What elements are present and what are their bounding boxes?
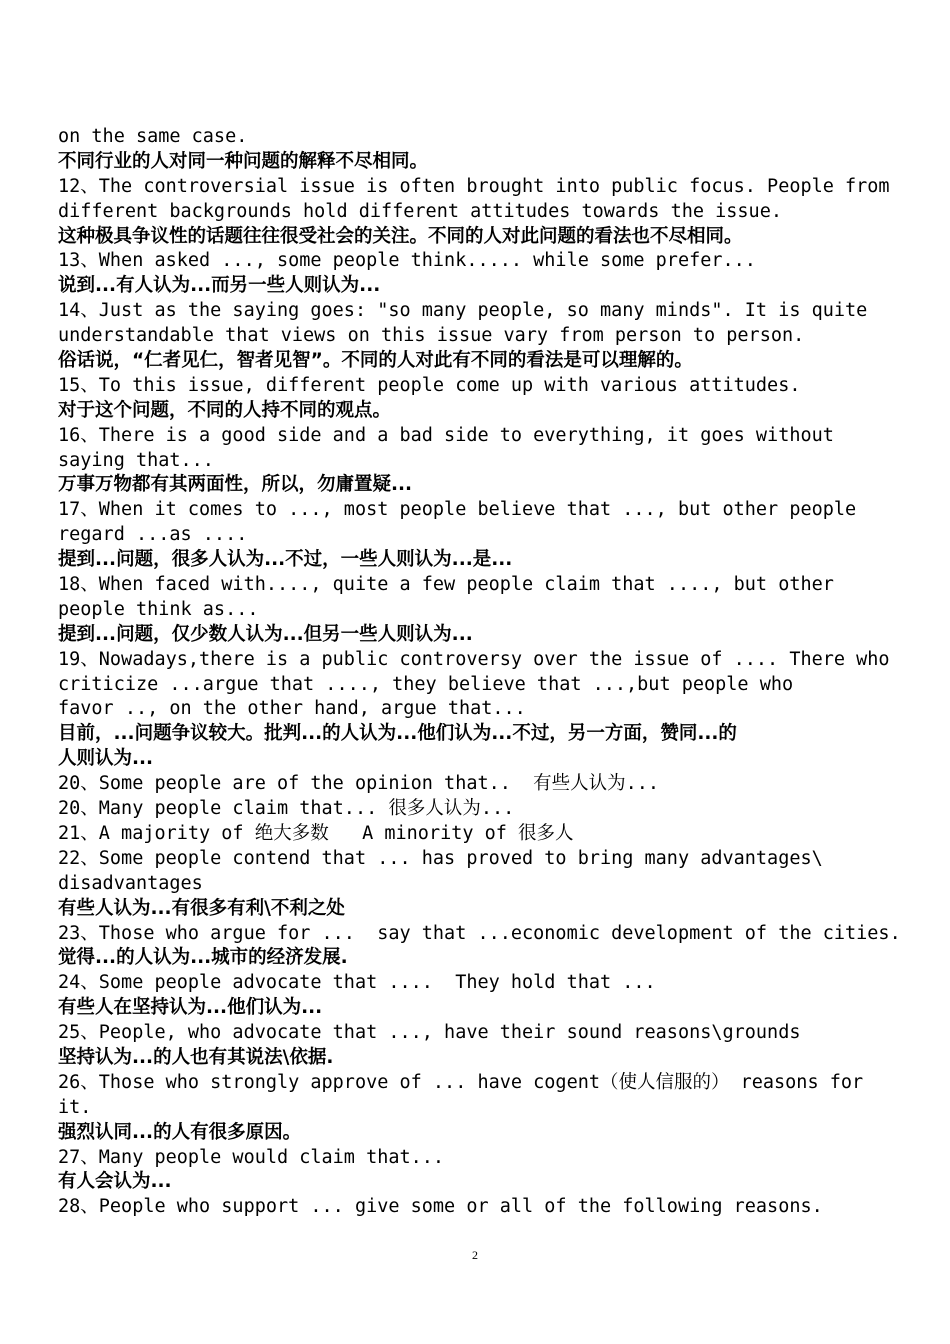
english-text-line: people think as...	[58, 598, 259, 620]
english-text-line: 19、Nowadays,there is a public controversy over the issue of .... There who	[58, 648, 890, 670]
document-body	[58, 125, 901, 1220]
chinese-text-line: 坚持认为...的人也有其说法\依据.	[58, 1046, 334, 1068]
english-text-line: on the same case.	[58, 126, 248, 147]
chinese-text-line: 万事万物都有其两面性，所以，勿庸置疑...	[58, 474, 413, 496]
page-number: 2	[472, 1248, 478, 1262]
chinese-text-line: 有人会认为...	[58, 1171, 172, 1193]
english-text-line: 26、Those who strongly approve of ... have cogent（使人信服的） reasons for	[58, 1071, 864, 1093]
english-text-line: 17、When it comes to ..., most people believe that ..., but other people	[58, 499, 857, 521]
english-text-line: 20、Some people are of the opinion that.. 有些人认为...	[58, 773, 660, 795]
english-text-line: 13、When asked ..., some people think..... while some prefer...	[58, 250, 756, 272]
chinese-text-line: 觉得...的人认为...城市的经济发展.	[58, 947, 348, 969]
chinese-text-line: 人则认为...	[58, 748, 154, 770]
english-text-line: 27、Many people would claim that...	[58, 1146, 445, 1168]
chinese-text-line: 不同行业的人对同一种问题的解释不尽相同。	[58, 150, 429, 172]
english-text-line: understandable that views on this issue vary from person to person.	[58, 325, 805, 347]
chinese-text-line: 提到...问题，很多人认为...不过，一些人则认为...是...	[58, 549, 513, 571]
english-text-line: 12、The controversial issue is often brought into public focus. People from	[58, 175, 890, 197]
english-text-line: 16、There is a good side and a bad side to everything, it goes without	[58, 424, 834, 446]
english-text-line: criticize ...argue that ...., they believe that ...,but people who	[58, 673, 794, 695]
english-text-line: saying that...	[58, 449, 214, 471]
english-text-line: 20、Many people claim that... 很多人认为...	[58, 798, 515, 820]
english-text-line: 24、Some people advocate that .... They hold that ...	[58, 972, 656, 994]
chinese-text-line: 强烈认同...的人有很多原因。	[58, 1121, 302, 1143]
english-text-line: regard ...as ....	[58, 524, 248, 546]
chinese-text-line: 目前，...问题争议较大。批判...的人认为...他们认为...不过，另一方面，赞同...的	[58, 723, 737, 745]
english-text-line: 14、Just as the saying goes: "so many people, so many minds". It is quite	[58, 300, 868, 322]
english-text-line: 15、To this issue, different people come up with various attitudes.	[58, 374, 801, 396]
chinese-text-line: 对于这个问题，不同的人持不同的观点。	[58, 399, 392, 421]
english-text-line: 18、When faced with...., quite a few people claim that ...., but other	[58, 574, 834, 596]
english-text-line: different backgrounds hold different attitudes towards the issue.	[58, 200, 782, 222]
chinese-text-line: 说到...有人认为...而另一些人则认为...	[58, 275, 381, 297]
chinese-text-line: 有些人认为...有很多有利\不利之处	[58, 897, 345, 919]
english-text-line: 28、People who support ... give some or all of the following reasons.	[58, 1196, 823, 1218]
chinese-text-line: 俗话说，“仁者见仁，智者见智”。不同的人对此有不同的看法是可以理解的。	[58, 350, 693, 372]
english-text-line: 23、Those who argue for ... say that ...economic development of the cities.	[58, 922, 901, 944]
english-text-line: favor .., on the other hand, argue that...	[58, 698, 526, 720]
english-text-line: disadvantages	[58, 872, 203, 894]
english-text-line: it.	[58, 1096, 92, 1118]
english-text-line: 21、A majority of 绝大多数 A minority of 很多人	[58, 822, 574, 844]
chinese-text-line: 提到...问题，仅少数人认为...但另一些人则认为...	[58, 623, 473, 645]
chinese-text-line: 有些人在坚持认为...他们认为...	[58, 997, 323, 1019]
english-text-line: 22、Some people contend that ... has proved to bring many advantages\	[58, 847, 823, 869]
english-text-line: 25、People, who advocate that ..., have their sound reasons\grounds	[58, 1022, 801, 1044]
chinese-text-line: 这种极具争议性的话题往往很受社会的关注。不同的人对此问题的看法也不尽相同。	[58, 225, 743, 247]
